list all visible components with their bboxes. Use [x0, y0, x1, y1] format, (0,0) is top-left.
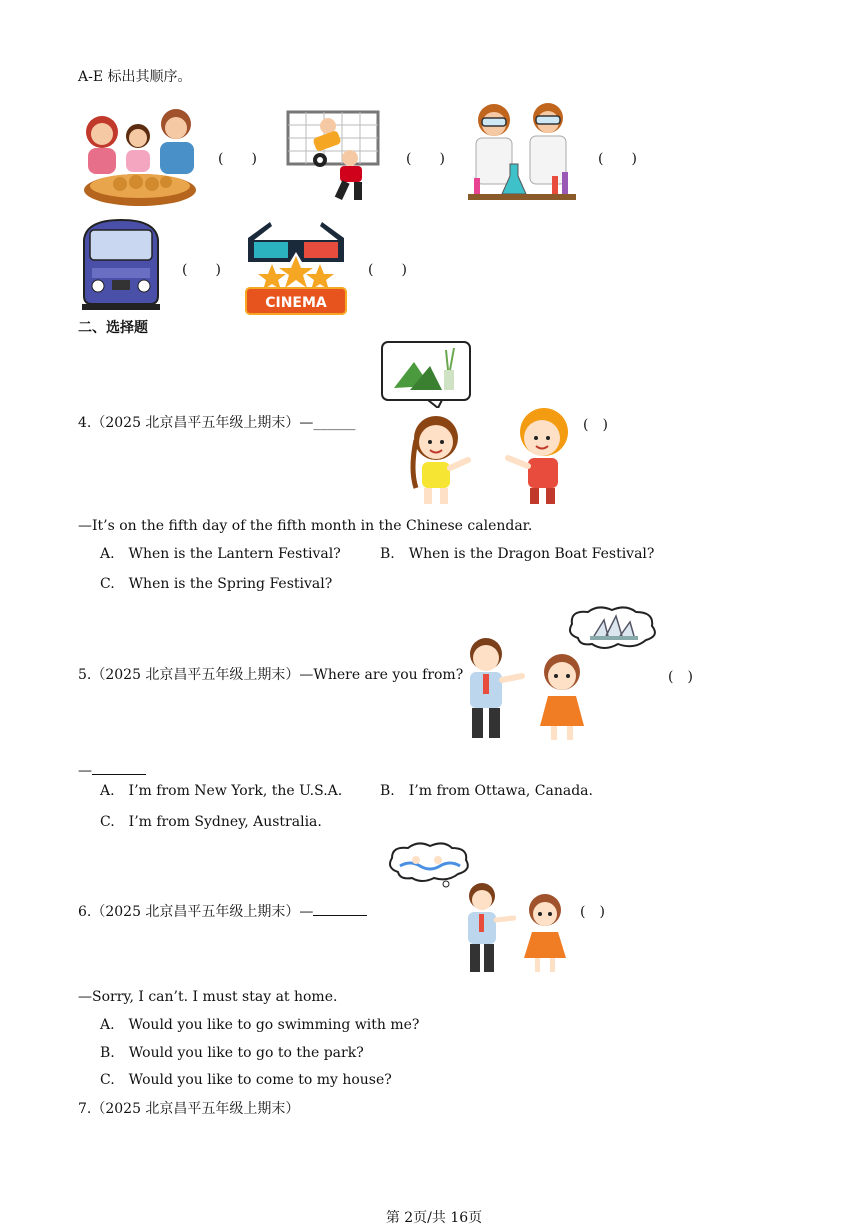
answer-blank: [313, 901, 367, 916]
question-4-option-b: B. When is the Dragon Boat Festival?: [380, 546, 655, 562]
ordering-paren: ( ): [598, 151, 637, 167]
ordering-paren: ( ): [182, 262, 221, 278]
question-4-answer-paren: ( ): [583, 417, 608, 433]
question-5-response: —: [78, 760, 146, 780]
woman-cartoon-icon: [534, 650, 590, 746]
question-5-option-a: A. I’m from New York, the U.S.A.: [100, 783, 343, 799]
question-6-option-c: C. Would you like to come to my house?: [100, 1072, 392, 1088]
section-title: 二、选择题: [78, 320, 148, 336]
ordering-paren: ( ): [368, 262, 407, 278]
man-cartoon-icon: [456, 636, 526, 746]
instruction-text: A-E 标出其顺序。: [78, 69, 192, 85]
question-7-stem: 7.（2025 北京昌平五年级上期末）: [78, 1101, 300, 1117]
question-5-option-b: B. I’m from Ottawa, Canada.: [380, 783, 593, 799]
question-4-stem: 4.（2025 北京昌平五年级上期末）—______: [78, 415, 356, 431]
woman-cartoon-icon: [520, 892, 570, 978]
boy-cartoon-icon: [500, 404, 576, 510]
page-footer: 第 2页/共 16页: [385, 1210, 483, 1226]
family-mooncake-icon: [80, 104, 198, 212]
girl-cartoon-icon: [404, 410, 476, 510]
speech-bubble-zongzi-icon: [380, 340, 472, 412]
question-6-option-a: A. Would you like to go swimming with me?: [100, 1017, 420, 1033]
question-4-option-a: A. When is the Lantern Festival?: [100, 546, 341, 562]
cinema-sign-text: CINEMA: [265, 295, 327, 311]
ordering-paren: ( ): [406, 151, 445, 167]
man-cartoon-icon: [458, 882, 516, 978]
answer-blank: [92, 760, 146, 775]
question-6-stem: 6.（2025 北京昌平五年级上期末）—: [78, 901, 367, 921]
question-5-answer-paren: ( ): [668, 669, 693, 685]
football-goal-icon: [284, 108, 384, 210]
thought-cloud-opera-house-icon: [564, 604, 660, 656]
question-4-option-c: C. When is the Spring Festival?: [100, 576, 333, 592]
cinema-3d-glasses-icon: [244, 218, 348, 320]
question-6-option-b: B. Would you like to go to the park?: [100, 1045, 364, 1061]
question-6-response: —Sorry, I can’t. I must stay at home.: [78, 989, 338, 1005]
train-icon: [78, 216, 164, 318]
question-6-answer-paren: ( ): [580, 904, 605, 920]
question-5-option-c: C. I’m from Sydney, Australia.: [100, 814, 322, 830]
question-5-stem: 5.（2025 北京昌平五年级上期末）—Where are you from?: [78, 667, 464, 683]
science-lab-icon: [466, 98, 578, 214]
question-4-response: —It’s on the fifth day of the fifth month in the Chinese calendar.: [78, 518, 533, 534]
ordering-paren: ( ): [218, 151, 257, 167]
